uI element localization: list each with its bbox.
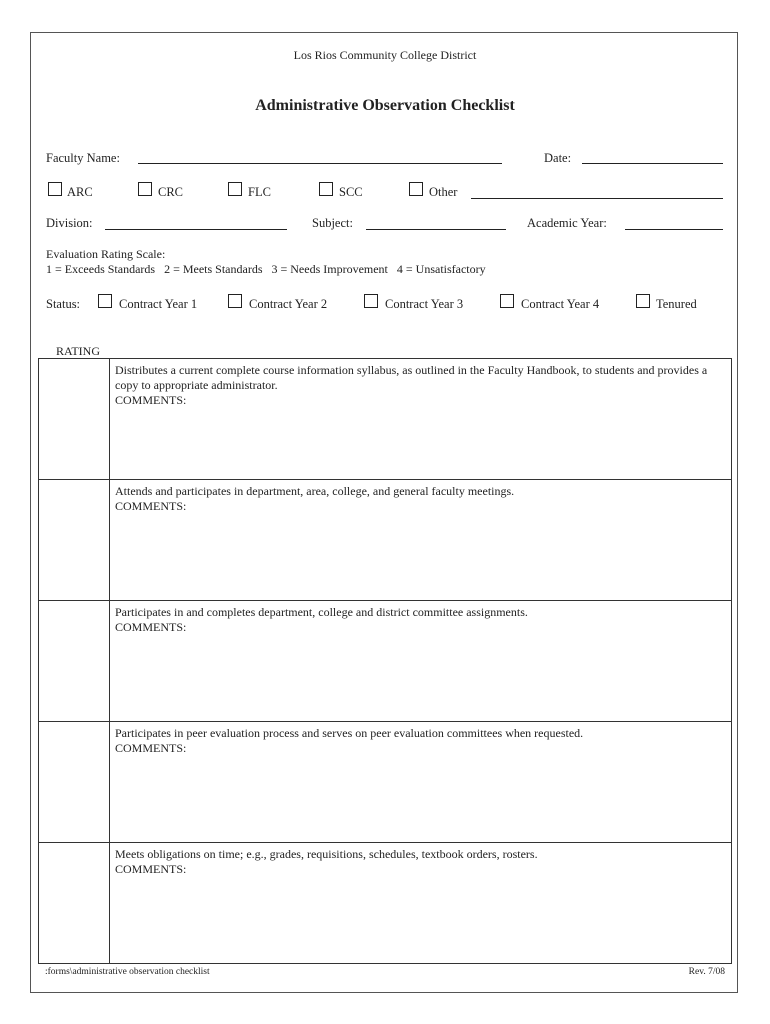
contract-year-4-label: Contract Year 4 [521, 297, 600, 311]
contract-year-2-checkbox[interactable] [228, 294, 242, 308]
item-text: Distributes a current complete course information syllabus, as outlined in the Faculty Handbook, to students and provides a copy to appropriate administrator. [115, 363, 708, 392]
arc-checkbox[interactable] [48, 182, 62, 196]
comments-label: COMMENTS: [115, 620, 187, 634]
checklist-item [115, 484, 715, 514]
checklist-item [115, 726, 715, 756]
contract-year-4-checkbox[interactable] [500, 294, 514, 308]
rating-cell[interactable] [39, 722, 110, 842]
form-title: Administrative Observation Checklist [255, 97, 515, 114]
comments-label: COMMENTS: [115, 862, 187, 876]
comments-label: COMMENTS: [115, 741, 187, 755]
form-page [30, 32, 738, 993]
tenured-checkbox[interactable] [636, 294, 650, 308]
faculty-name-label: Faculty Name: [46, 151, 120, 165]
district-name: Los Rios Community College District [293, 48, 477, 62]
subject-field[interactable] [366, 229, 506, 230]
checklist-table [38, 358, 732, 964]
item-text: Meets obligations on time; e.g., grades, requisitions, schedules, textbook orders, rosters. [115, 847, 538, 861]
arc-label: ARC [67, 185, 93, 199]
scc-label: SCC [339, 185, 363, 199]
checklist-row [39, 601, 731, 722]
checklist-item [115, 605, 715, 635]
tenured-label: Tenured [656, 297, 697, 311]
item-text: Participates in and completes department, college and district committee assignments. [115, 605, 528, 619]
scc-checkbox[interactable] [319, 182, 333, 196]
rating-cell[interactable] [39, 359, 110, 479]
item-text: Participates in peer evaluation process and serves on peer evaluation committees when requested. [115, 726, 584, 740]
rating-cell[interactable] [39, 480, 110, 600]
contract-year-1-label: Contract Year 1 [119, 297, 198, 311]
subject-label: Subject: [312, 216, 353, 230]
rating-cell[interactable] [39, 601, 110, 721]
academic-year-field[interactable] [625, 229, 723, 230]
checklist-row [39, 480, 731, 601]
comments-label: COMMENTS: [115, 499, 187, 513]
crc-label: CRC [158, 185, 184, 199]
checklist-row [39, 843, 731, 963]
rating-scale-heading: Evaluation Rating Scale: [46, 247, 166, 261]
checklist-item [115, 363, 715, 408]
contract-year-2-label: Contract Year 2 [249, 297, 328, 311]
flc-checkbox[interactable] [228, 182, 242, 196]
date-label: Date: [544, 151, 572, 165]
other-field[interactable] [471, 198, 723, 199]
checklist-item [115, 847, 715, 877]
academic-year-label: Academic Year: [527, 216, 607, 230]
revision-label: Rev. 7/08 [688, 967, 725, 977]
comments-label: COMMENTS: [115, 393, 187, 407]
item-text: Attends and participates in department, area, college, and general faculty meetings. [115, 484, 515, 498]
faculty-name-field[interactable] [138, 163, 502, 164]
footer-path: :forms\administrative observation checklist [45, 967, 210, 977]
other-checkbox[interactable] [409, 182, 423, 196]
rating-cell[interactable] [39, 843, 110, 963]
checklist-row [39, 722, 731, 843]
checklist-row [39, 359, 731, 480]
status-label: Status: [46, 297, 81, 311]
contract-year-1-checkbox[interactable] [98, 294, 112, 308]
division-field[interactable] [105, 229, 287, 230]
contract-year-3-label: Contract Year 3 [385, 297, 464, 311]
rating-scale-levels: 1 = Exceeds Standards 2 = Meets Standards 3 = Needs Improvement 4 = Unsatisfactory [46, 262, 486, 276]
rating-column-header: RATING [56, 344, 100, 358]
contract-year-3-checkbox[interactable] [364, 294, 378, 308]
other-label: Other [429, 185, 458, 199]
division-label: Division: [46, 216, 93, 230]
flc-label: FLC [248, 185, 271, 199]
date-field[interactable] [582, 163, 723, 164]
crc-checkbox[interactable] [138, 182, 152, 196]
